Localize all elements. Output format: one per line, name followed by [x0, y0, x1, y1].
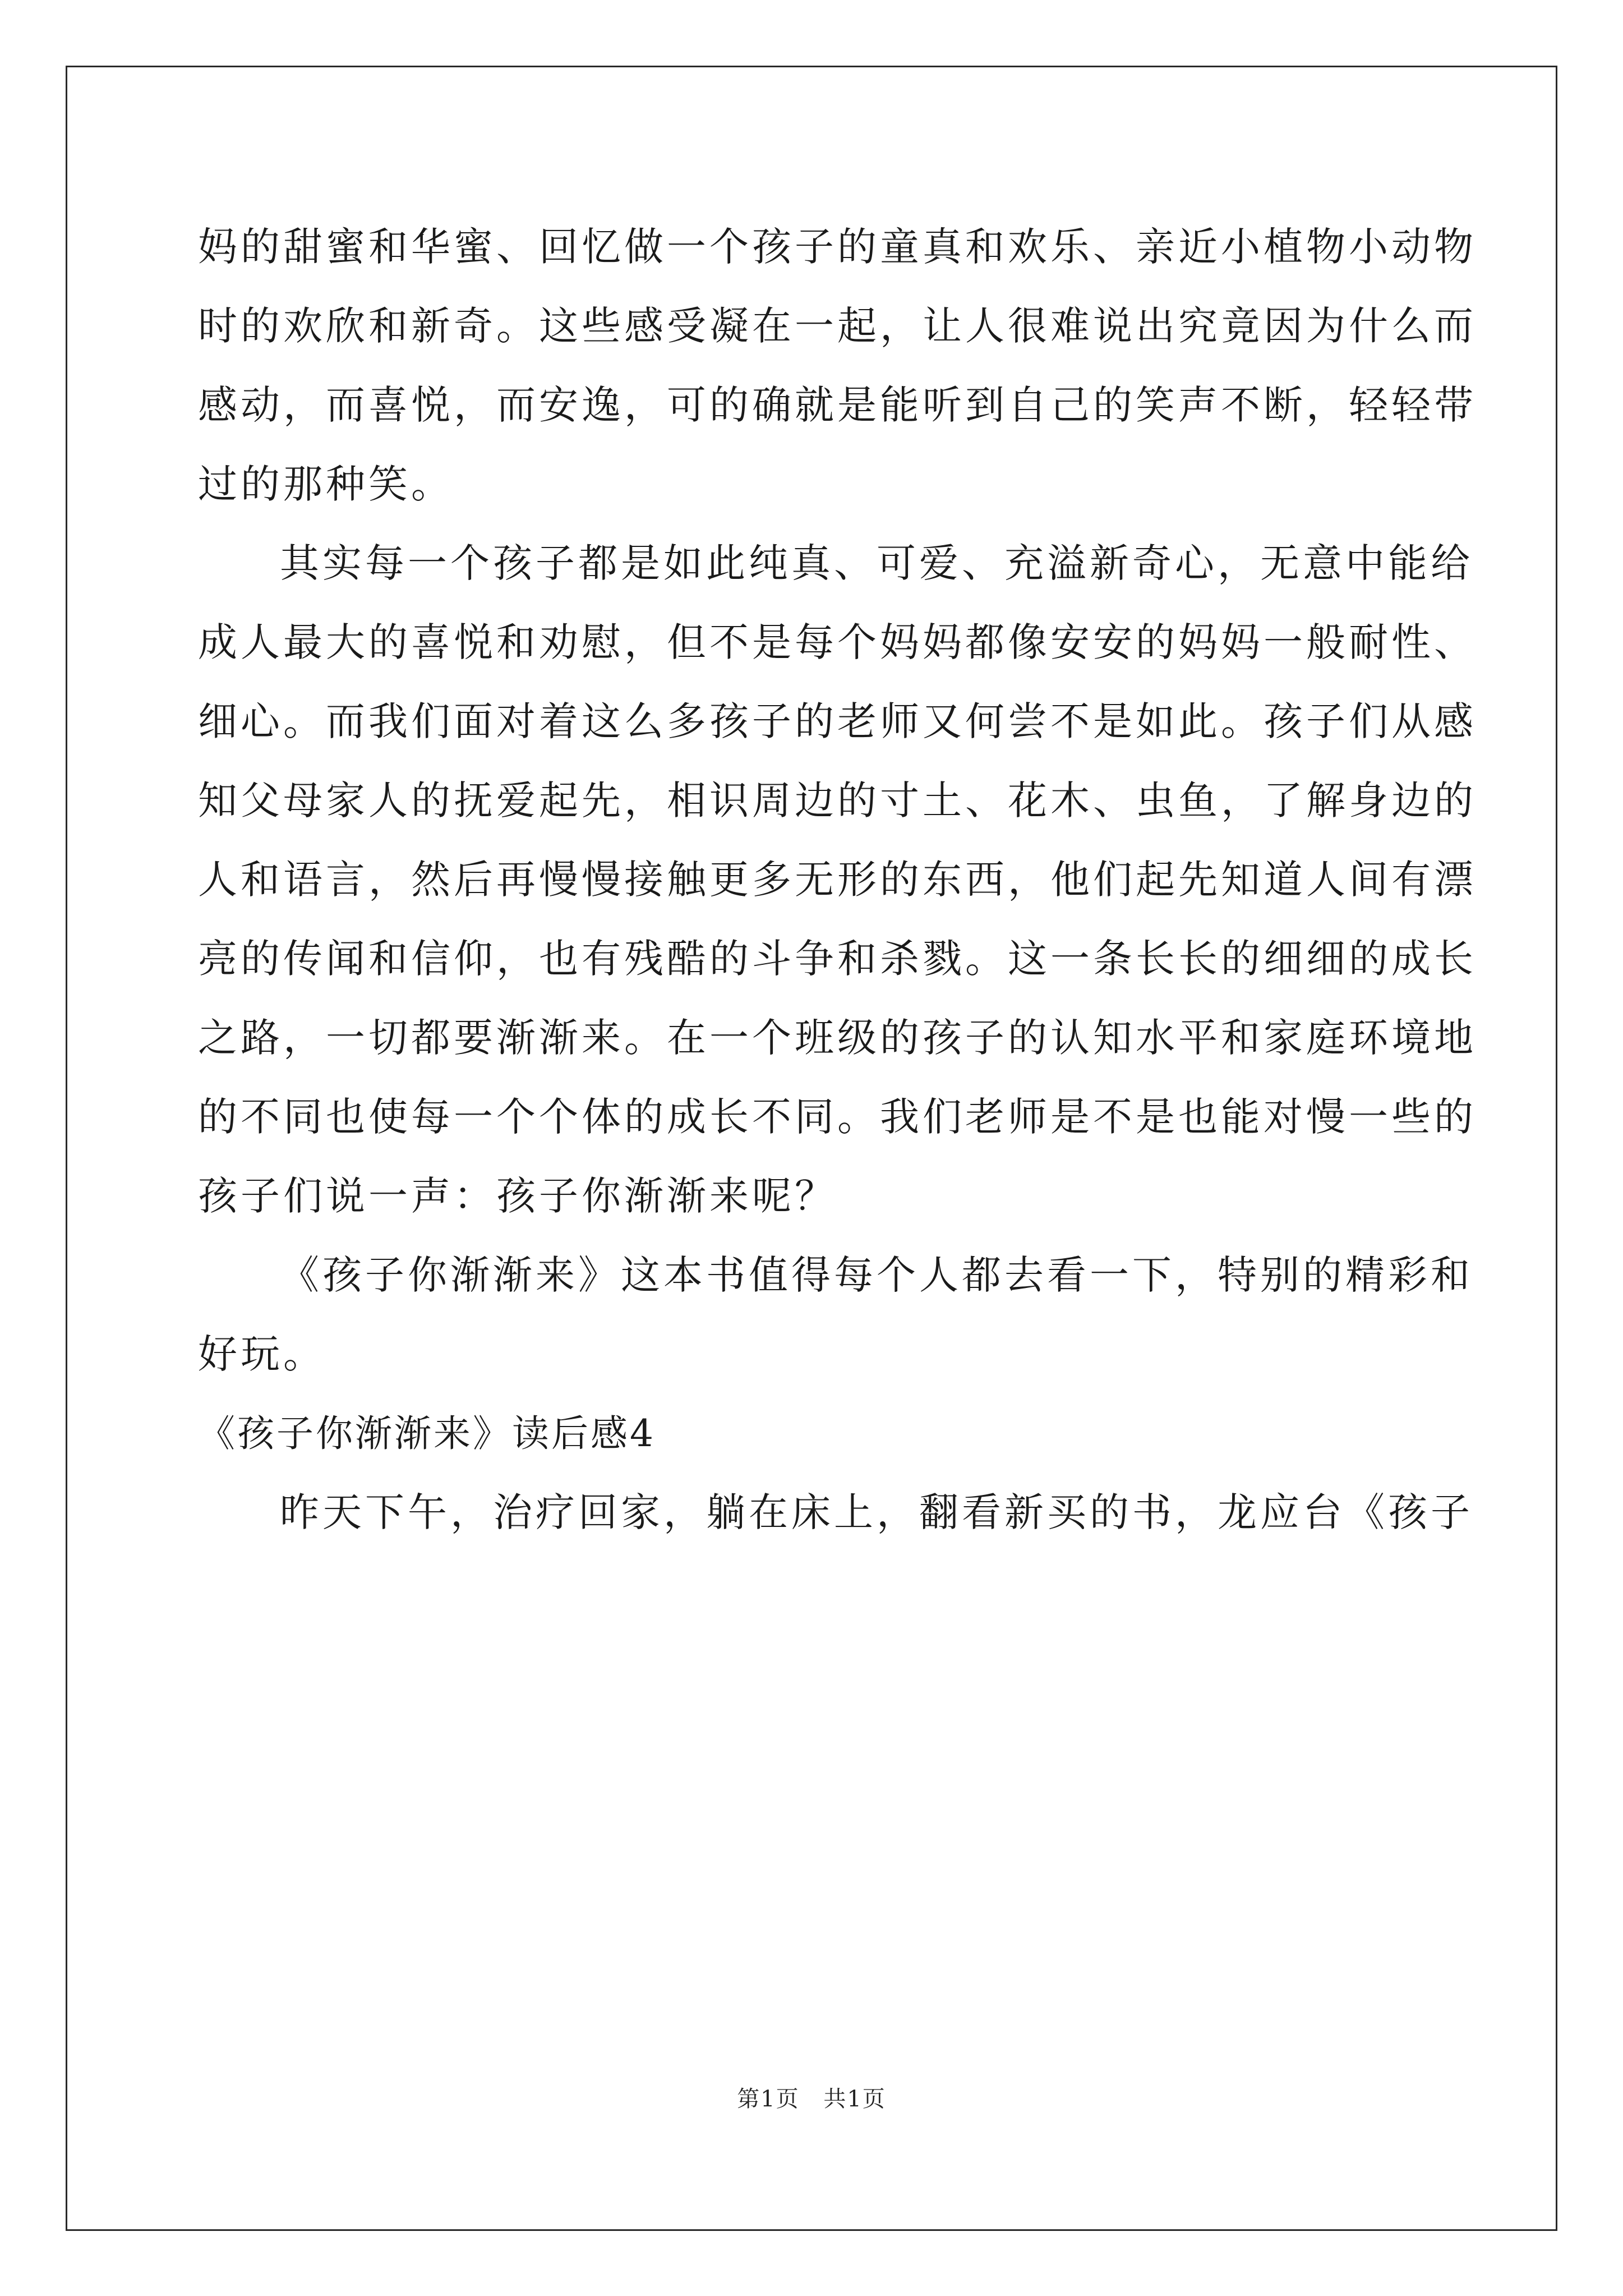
page-total: 共1页 [823, 2086, 886, 2112]
text-line: 的不同也使每一个个体的成长不同。我们老师是不是也能对慢一些的 [198, 1094, 1477, 1140]
paragraph-2 [198, 524, 1477, 1236]
paragraph-4 [198, 1473, 1473, 1552]
paragraph-3 [198, 1236, 1473, 1394]
section-heading: 《孩子你渐渐来》读后感4 [198, 1412, 656, 1455]
text-line: 昨天下午，治疗回家，躺在床上，翻看新买的书，龙应台《孩子 [280, 1489, 1473, 1535]
page-footer [0, 2081, 1623, 2113]
text-line: 细心。而我们面对着这么多孩子的老师又何尝不是如此。孩子们从感 [198, 698, 1477, 744]
page-number: 第1页 [737, 2086, 800, 2112]
text-line: 人和语言，然后再慢慢接触更多无形的东西，他们起先知道人间有漂 [198, 857, 1477, 903]
text-line: 过的那种笑。 [198, 461, 454, 507]
text-line: 妈的甜蜜和华蜜、回忆做一个孩子的童真和欢乐、亲近小植物小动物 [198, 224, 1477, 270]
text-line: 好玩。 [198, 1331, 326, 1377]
paragraph-1 [198, 208, 1477, 524]
document-body [198, 208, 1477, 1552]
text-line: 时的欢欣和新奇。这些感受凝在一起，让人很难说出究竟因为什么而 [198, 303, 1477, 349]
text-line: 其实每一个孩子都是如此纯真、可爱、充溢新奇心，无意中能给 [280, 540, 1473, 586]
text-line: 《孩子你渐渐来》这本书值得每个人都去看一下，特别的精彩和 [280, 1252, 1473, 1298]
text-line: 孩子们说一声：孩子你渐渐来呢？ [198, 1173, 837, 1219]
text-line: 之路，一切都要渐渐来。在一个班级的孩子的认知水平和家庭环境地 [198, 1015, 1477, 1061]
text-line: 成人最大的喜悦和劝慰，但不是每个妈妈都像安安的妈妈一般耐性、 [198, 619, 1477, 665]
text-line: 感动，而喜悦，而安逸，可的确就是能听到自己的笑声不断，轻轻带 [198, 382, 1477, 428]
text-line: 亮的传闻和信仰，也有残酷的斗争和杀戮。这一条长长的细细的成长 [198, 936, 1477, 982]
text-line: 知父母家人的抚爱起先，相识周边的寸土、花木、虫鱼，了解身边的 [198, 777, 1477, 823]
